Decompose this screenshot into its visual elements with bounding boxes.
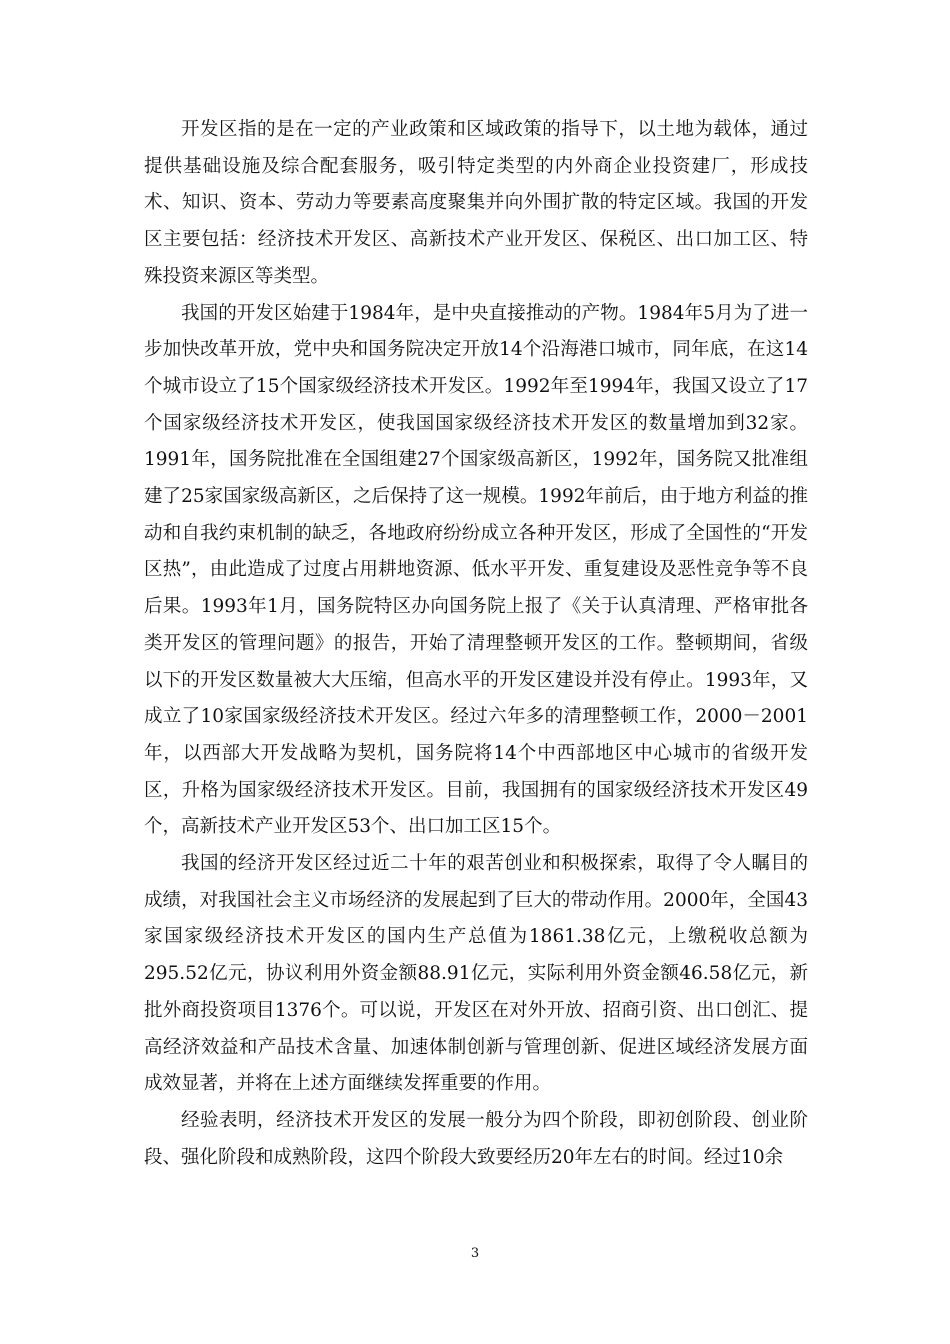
paragraph-stages: 经验表明，经济技术开发区的发展一般分为四个阶段，即初创阶段、创业阶段、强化阶段和成熟阶段，这四个阶段大致要经历20年左右的时间。经过10余 <box>144 1109 808 1168</box>
body-text <box>144 112 808 1176</box>
page-number: 3 <box>470 1246 480 1261</box>
paragraph-achievements: 我国的经济开发区经过近二十年的艰苦创业和积极探索，取得了令人瞩目的成绩，对我国社会主义市场经济的发展起到了巨大的带动作用。2000年，全国43家国家级经济技术开发区的国内生产总值为1861.38亿元，上缴税收总额为295.52亿元，协议利用外资金额88.91亿元，实际利用外资金额46.58亿元，新批外商投资项目1376个。可以说，开发区在对外开放、招商引资、出口创汇、提高经济效益和产品技术含量、加速体制创新与管理创新、促进区域经济发展方面成效显著，并将在上述方面继续发挥重要的作用。 <box>144 853 808 1095</box>
paragraph-history: 我国的开发区始建于1984年，是中央直接推动的产物。1984年5月为了进一步加快改革开放，党中央和国务院决定开放14个沿海港口城市，同年底，在这14个城市设立了15个国家级经济技术开发区。1992年至1994年，我国又设立了17个国家级经济技术开发区，使我国国家级经济技术开发区的数量增加到32家。1991年，国务院批准在全国组建27个国家级高新区，1992年，国务院又批准组建了25家国家级高新区，之后保持了这一规模。1992年前后，由于地方利益的推动和自我约束机制的缺乏，各地政府纷纷成立各种开发区，形成了全国性的“开发区热”，由此造成了过度占用耕地资源、低水平开发、重复建设及恶性竞争等不良后果。1993年1月，国务院特区办向国务院上报了《关于认真清理、严格审批各类开发区的管理问题》的报告，开始了清理整顿开发区的工作。整顿期间，省级以下的开发区数量被大大压缩，但高水平的开发区建设并没有停止。1993年，又成立了10家国家级经济技术开发区。经过六年多的清理整顿工作，2000－2001年，以西部大开发战略为契机，国务院将14个中西部地区中心城市的省级开发区，升格为国家级经济技术开发区。目前，我国拥有的国家级经济技术开发区49个，高新技术产业开发区53个、出口加工区15个。 <box>144 302 808 838</box>
paragraph-definition: 开发区指的是在一定的产业政策和区域政策的指导下，以土地为载体，通过提供基础设施及综合配套服务，吸引特定类型的内外商企业投资建厂，形成技术、知识、资本、劳动力等要素高度聚集并向外围扩散的特定区域。我国的开发区主要包括：经济技术开发区、高新技术产业开发区、保税区、出口加工区、特殊投资来源区等类型。 <box>144 119 808 287</box>
